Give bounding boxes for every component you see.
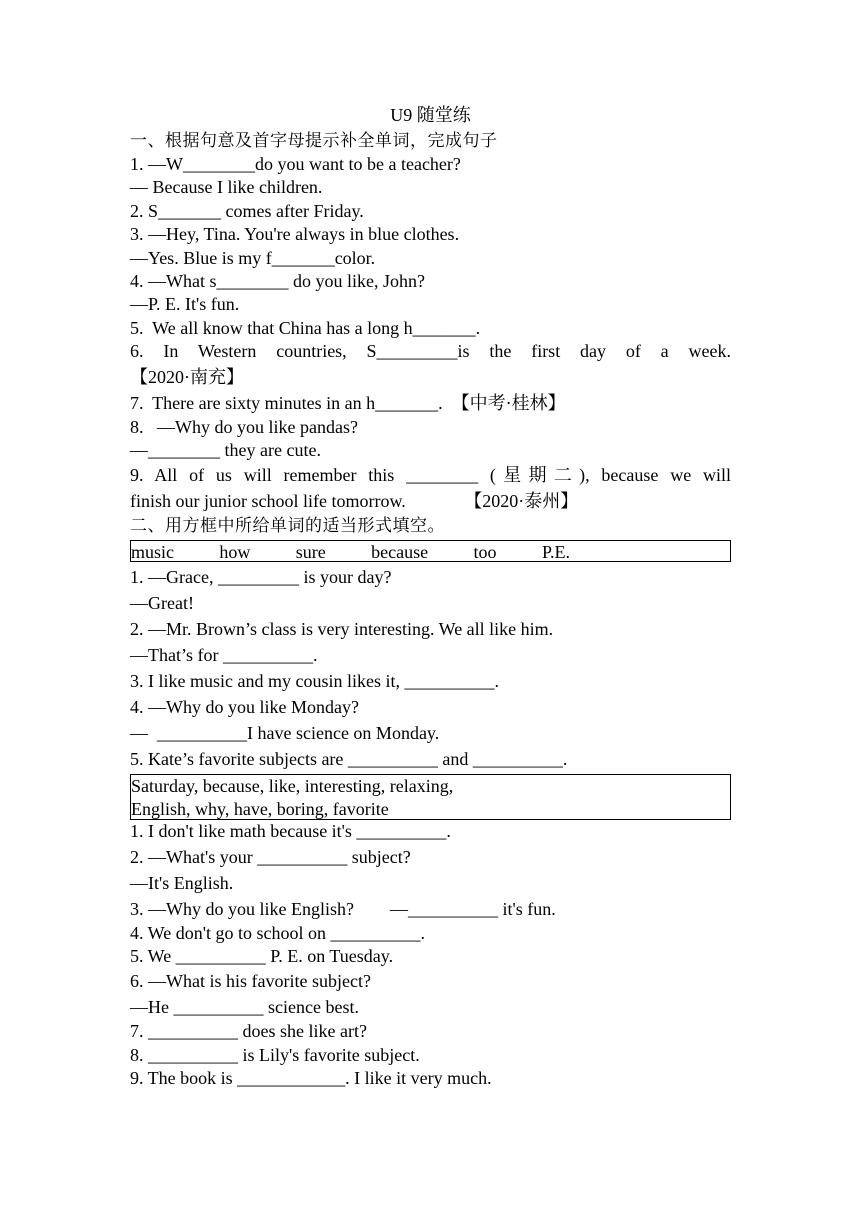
question-line: 2. S_______ comes after Friday. <box>130 200 364 221</box>
question-line: — __________I have science on Monday. <box>130 723 440 744</box>
word-box-2 <box>130 774 731 820</box>
page-title: U9 随堂练 <box>390 105 471 125</box>
section-2-heading: 二、用方框中所给单词的适当形式填空。 <box>130 516 445 537</box>
word-box-item: sure <box>295 542 326 563</box>
question-line: 3. I like music and my cousin likes it, __________. <box>130 671 499 692</box>
question-line: 4. —What s________ do you like, John? <box>130 270 425 291</box>
question-line: 4. —Why do you like Monday? <box>130 697 359 718</box>
question-line: —________ they are cute. <box>130 439 321 460</box>
question-line: —It's English. <box>130 872 234 893</box>
question-line: —Great! <box>130 593 194 614</box>
question-line: 6. In Western countries, S_________is the first day of a week. <box>130 341 731 362</box>
question-line: 5. We all know that China has a long h_______. <box>130 317 481 338</box>
question-line: finish our junior school life tomorrow. 【2020·泰州】 <box>130 491 579 512</box>
word-box-item: because <box>371 542 429 563</box>
word-box-item: P.E. <box>541 542 570 563</box>
question-line: —Yes. Blue is my f_______color. <box>130 247 376 268</box>
word-box-item: how <box>219 542 251 563</box>
question-line: 9. The book is ____________. I like it very much. <box>130 1068 492 1089</box>
question-line: 1. I don't like math because it's __________. <box>130 821 451 842</box>
question-line: 8. __________ is Lily's favorite subject. <box>130 1044 420 1065</box>
source-tag: 【2020·南充】 <box>130 366 244 387</box>
question-line: 4. We don't go to school on __________. <box>130 922 425 943</box>
question-line: 6. —What is his favorite subject? <box>130 971 371 992</box>
question-line: 9. All of us will remember this ________ (星期二), because we will <box>130 465 731 486</box>
question-line: 5. We __________ P. E. on Tuesday. <box>130 946 394 967</box>
question-line: 3. —Hey, Tina. You're always in blue clothes. <box>130 224 460 245</box>
question-line: 3. —Why do you like English? —__________ it's fun. <box>130 898 556 919</box>
question-line: —P. E. It's fun. <box>130 294 240 315</box>
word-box-line: English, why, have, boring, favorite <box>131 799 389 820</box>
question-line: 8. —Why do you like pandas? <box>130 416 358 437</box>
question-line: 7. __________ does she like art? <box>130 1021 367 1042</box>
question-line: 1. —Grace, _________ is your day? <box>130 567 392 588</box>
word-box-item: music <box>131 542 174 563</box>
word-box-line: Saturday, because, like, interesting, relaxing, <box>131 776 454 797</box>
question-line: 2. —Mr. Brown’s class is very interesting. We all like him. <box>130 619 554 640</box>
question-line: 7. There are sixty minutes in an h_______. 【中考·桂林】 <box>130 392 566 413</box>
word-box-item: too <box>473 542 497 563</box>
worksheet <box>130 102 731 1091</box>
question-line: — Because I like children. <box>130 177 323 198</box>
question-line: 2. —What's your __________ subject? <box>130 846 411 867</box>
question-line: 5. Kate’s favorite subjects are __________ and __________. <box>130 749 568 770</box>
question-line: —That’s for __________. <box>130 645 318 666</box>
question-line: —He __________ science best. <box>130 997 359 1018</box>
question-line: 1. —W________do you want to be a teacher? <box>130 154 461 174</box>
section-1-heading: 一、根据句意及首字母提示补全单词，完成句子 <box>130 131 498 151</box>
word-box-1 <box>130 540 731 562</box>
